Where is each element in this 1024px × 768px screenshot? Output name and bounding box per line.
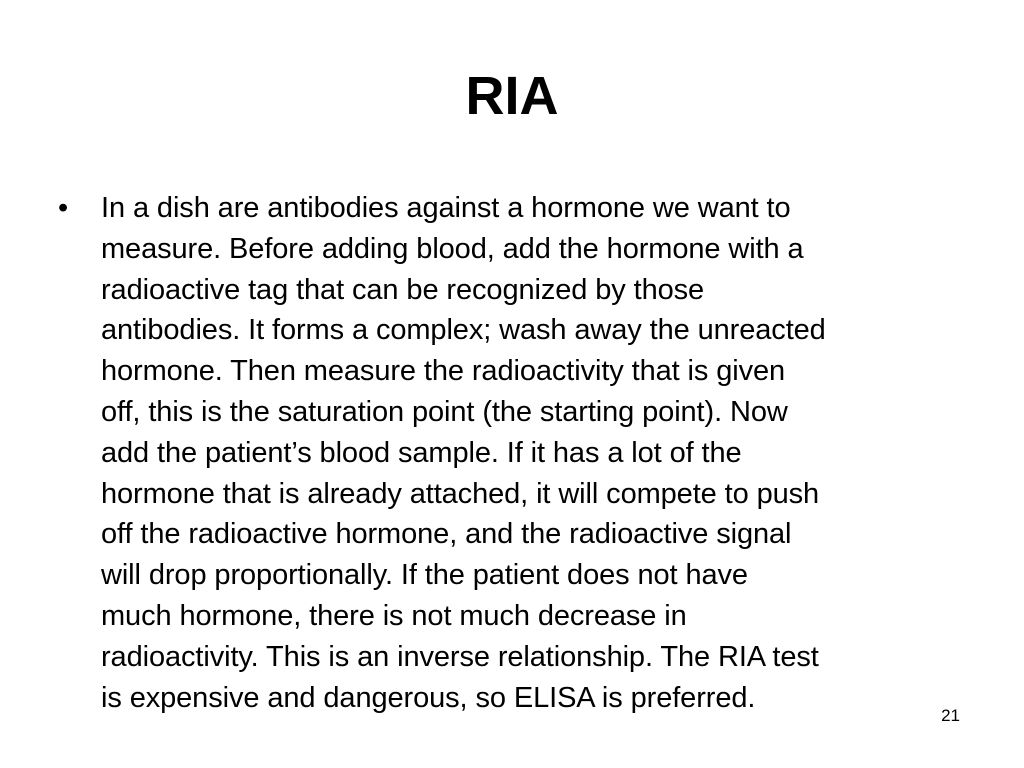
- bullet-item: [58, 188, 978, 718]
- bullet-line: radioactivity. This is an inverse relationship. The RIA test: [101, 640, 819, 673]
- bullet-list: [58, 188, 978, 718]
- bullet-line: antibodies. It forms a complex; wash away the unreacted: [101, 314, 826, 347]
- bullet-line: off, this is the saturation point (the starting point). Now: [101, 395, 788, 428]
- slide-number: 21: [941, 706, 960, 725]
- bullet-text: [101, 188, 978, 718]
- bullet-line: hormone. Then measure the radioactivity that is given: [101, 355, 786, 388]
- bullet-line: is expensive and dangerous, so ELISA is preferred.: [101, 681, 756, 714]
- bullet-line: hormone that is already attached, it will compete to push: [101, 477, 820, 510]
- bullet-line: add the patient’s blood sample. If it has a lot of the: [101, 436, 742, 469]
- bullet-line: radioactive tag that can be recognized by those: [101, 273, 705, 306]
- bullet-line: off the radioactive hormone, and the radioactive signal: [101, 518, 792, 551]
- bullet-line: much hormone, there is not much decrease in: [101, 599, 687, 632]
- bullet-icon: •: [58, 192, 69, 224]
- bullet-line: will drop proportionally. If the patient does not have: [101, 559, 748, 592]
- bullet-line: measure. Before adding blood, add the hormone with a: [101, 232, 804, 265]
- slide-title: RIA: [465, 66, 559, 126]
- bullet-line: In a dish are antibodies against a hormone we want to: [101, 192, 791, 224]
